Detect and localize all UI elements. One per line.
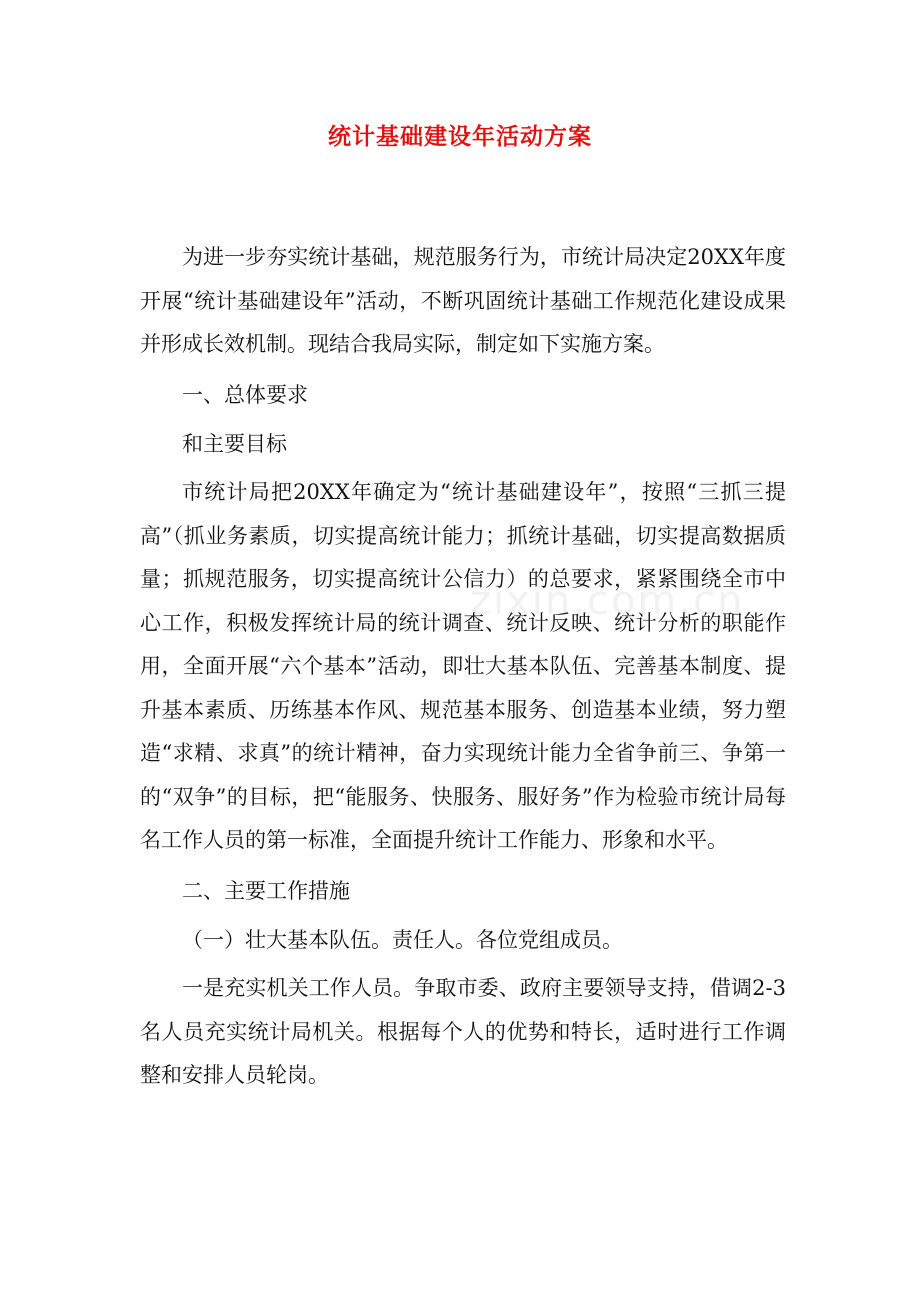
document-title: 统计基础建设年活动方案 (328, 124, 592, 150)
general-requirements-paragraph: 市统计局把20XX年确定为“统计基础建设年”，按照“三抓三提高”（抓业务素质，切实提高统计能力；抓统计基础，切实提高数据质量；抓规范服务，切实提高统计公信力）的总要求，紧紧围绕全市中心工作，积极发挥统计局的统计调查、统计反映、统计分析的职能作用，全面开展“六个基本”活动，即壮大基本队伍、完善基本制度、提升基本素质、历练基本作风、规范基本服务、创造基本业绩，努力塑造“求精、求真”的统计精神，奋力实现统计能力全省争前三、争第一的“双争”的目标，把“能服务、快服务、服好务”作为检验市统计局每名工作人员的第一标准，全面提升统计工作能力、形象和水平。 (140, 480, 786, 852)
watermark-text: zixin.com.cn (470, 578, 745, 624)
section-heading-1-continued: 和主要目标 (182, 431, 287, 456)
measure-paragraph-1: 一是充实机关工作人员。争取市委、政府主要领导支持，借调2-3名人员充实统计局机关。根据每个人的优势和特长，适时进行工作调整和安排人员轮岗。 (140, 976, 786, 1087)
document-body (140, 236, 786, 1105)
subsection-heading-1: （一）壮大基本队伍。责任人。各位党组成员。 (182, 927, 623, 952)
section-heading-2: 二、主要工作措施 (182, 879, 350, 903)
intro-paragraph: 为进一步夯实统计基础，规范服务行为，市统计局决定20XX年度开展“统计基础建设年”活动，不断巩固统计基础工作规范化建设成果并形成长效机制。现结合我局实际，制定如下实施方案。 (140, 245, 786, 356)
section-heading-1: 一、总体要求 (182, 383, 308, 407)
